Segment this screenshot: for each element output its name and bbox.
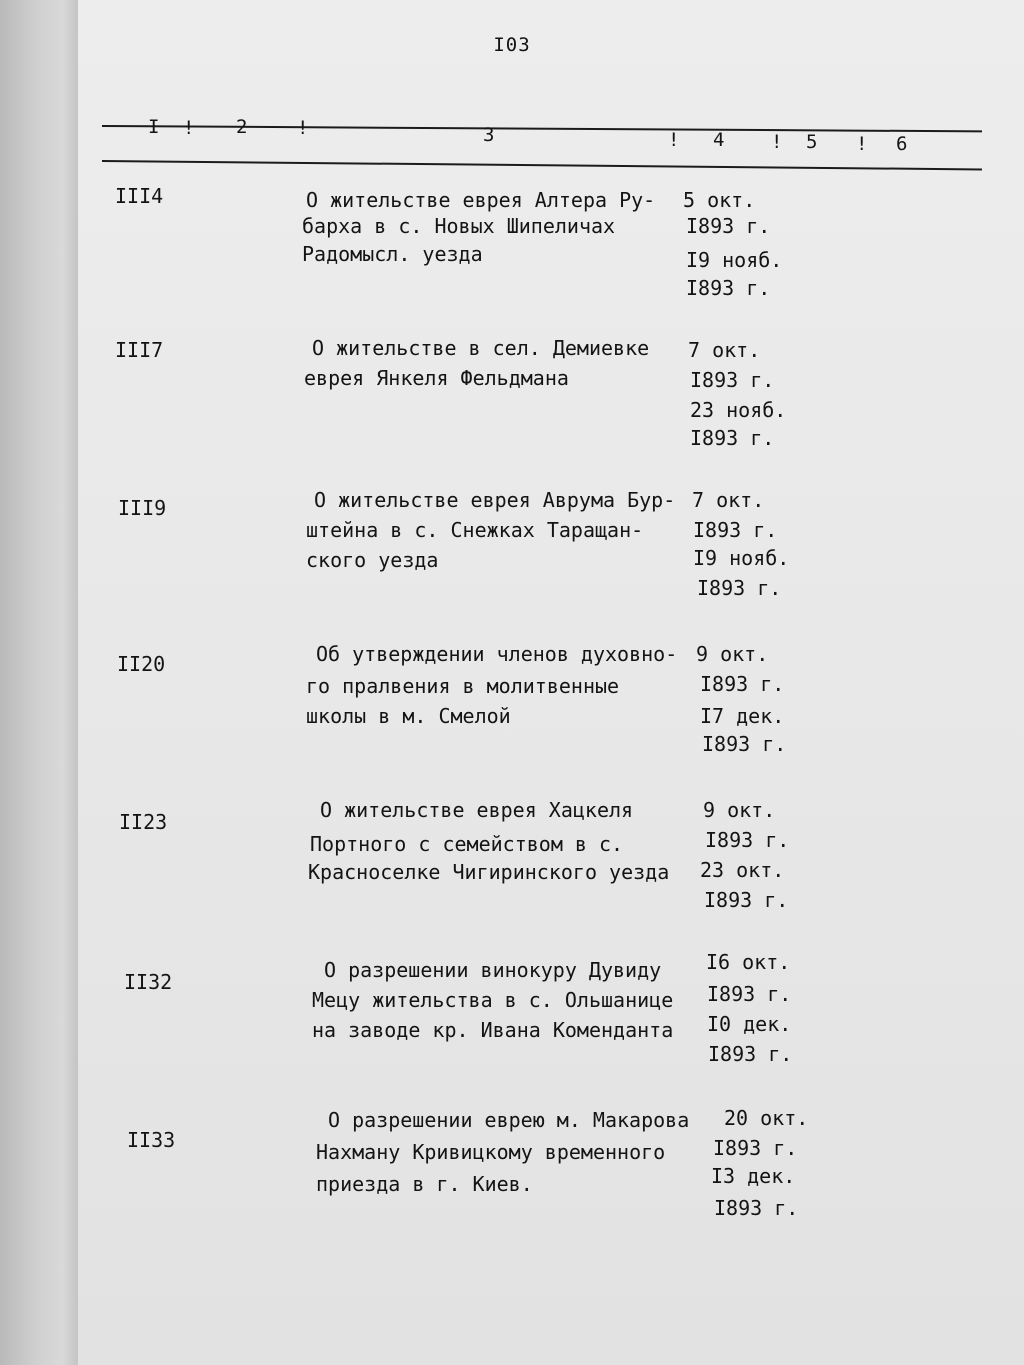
- record-description-line: еврея Янкеля Фельдмана: [304, 366, 569, 390]
- record-date: I893 г.: [704, 888, 789, 912]
- record-number: III4: [115, 184, 164, 208]
- record-number: III7: [115, 338, 164, 362]
- record-date: I9 нояб.: [693, 546, 790, 570]
- column-separator: !: [856, 133, 868, 155]
- binding-shadow: [0, 0, 78, 1365]
- record-description-line: О разрешении еврею м. Макарова: [328, 1108, 690, 1132]
- record-date: 5 окт.: [683, 188, 756, 212]
- record-date: I893 г.: [700, 672, 785, 696]
- record-date: I893 г.: [690, 368, 775, 392]
- record-description-line: О жительстве еврея Аврума Бур-: [314, 488, 676, 512]
- record-date: I3 дек.: [711, 1164, 796, 1188]
- column-separator: !: [668, 129, 680, 151]
- record-description-line: О жительстве еврея Алтера Ру-: [306, 188, 656, 212]
- record-description-line: барха в с. Новых Шипеличах: [302, 214, 616, 238]
- record-description-line: Радомысл. уезда: [302, 242, 483, 266]
- record-description-line: ского уезда: [306, 548, 439, 572]
- record-description-line: Красноселке Чигиринского уезда: [308, 860, 670, 884]
- column-header-5: 5: [806, 131, 818, 153]
- record-description-line: Нахману Кривицкому временного: [316, 1140, 666, 1164]
- record-date: 7 окт.: [692, 488, 765, 512]
- record-date: I893 г.: [697, 576, 782, 600]
- record-date: 9 окт.: [696, 642, 769, 666]
- record-description-line: на заводе кр. Ивана Коменданта: [312, 1018, 674, 1042]
- record-description-line: О разрешении винокуру Дувиду: [324, 958, 662, 982]
- record-date: 20 окт.: [724, 1106, 809, 1130]
- record-description-line: приезда в г. Киев.: [316, 1172, 533, 1196]
- column-header-4: 4: [713, 129, 725, 151]
- record-number: III9: [118, 496, 167, 520]
- record-date: I893 г.: [714, 1196, 799, 1220]
- record-date: 9 окт.: [703, 798, 776, 822]
- record-description-line: штейна в с. Снежках Таращан-: [306, 518, 644, 542]
- record-date: 23 нояб.: [690, 398, 787, 422]
- record-date: I9 нояб.: [686, 248, 783, 272]
- column-header-1: I: [148, 116, 160, 138]
- column-separator: !: [297, 117, 309, 139]
- record-date: 23 окт.: [700, 858, 785, 882]
- record-date: I893 г.: [702, 732, 787, 756]
- record-date: I893 г.: [707, 982, 792, 1006]
- record-number: II20: [117, 652, 166, 676]
- column-separator: !: [771, 131, 783, 153]
- record-date: I893 г.: [693, 518, 778, 542]
- record-date: I893 г.: [705, 828, 790, 852]
- page-number: I03: [493, 34, 531, 56]
- record-description-line: го пралвения в молитвенные: [306, 674, 620, 698]
- record-number: II23: [119, 810, 168, 834]
- record-description-line: Мецу жительства в с. Ольшанице: [312, 988, 674, 1012]
- record-date: I893 г.: [713, 1136, 798, 1160]
- record-date: I893 г.: [690, 426, 775, 450]
- record-date: I6 окт.: [706, 950, 791, 974]
- record-number: II33: [127, 1128, 176, 1152]
- record-date: I893 г.: [686, 276, 771, 300]
- column-header-6: 6: [896, 133, 908, 155]
- column-header-3: 3: [483, 124, 495, 146]
- column-header-2: 2: [236, 116, 248, 138]
- column-separator: !: [183, 117, 195, 139]
- record-description-line: О жительстве еврея Хацкеля: [320, 798, 634, 822]
- record-date: I0 дек.: [707, 1012, 792, 1036]
- record-number: II32: [124, 970, 173, 994]
- record-description-line: Об утверждении членов духовно-: [316, 642, 678, 666]
- record-date: I893 г.: [708, 1042, 793, 1066]
- record-date: 7 окт.: [688, 338, 761, 362]
- record-date: I893 г.: [686, 214, 771, 238]
- record-date: I7 дек.: [700, 704, 785, 728]
- record-description-line: Портного с семейством в с.: [310, 832, 624, 856]
- record-description-line: О жительстве в сел. Демиевке: [312, 336, 650, 360]
- record-description-line: школы в м. Смелой: [306, 704, 511, 728]
